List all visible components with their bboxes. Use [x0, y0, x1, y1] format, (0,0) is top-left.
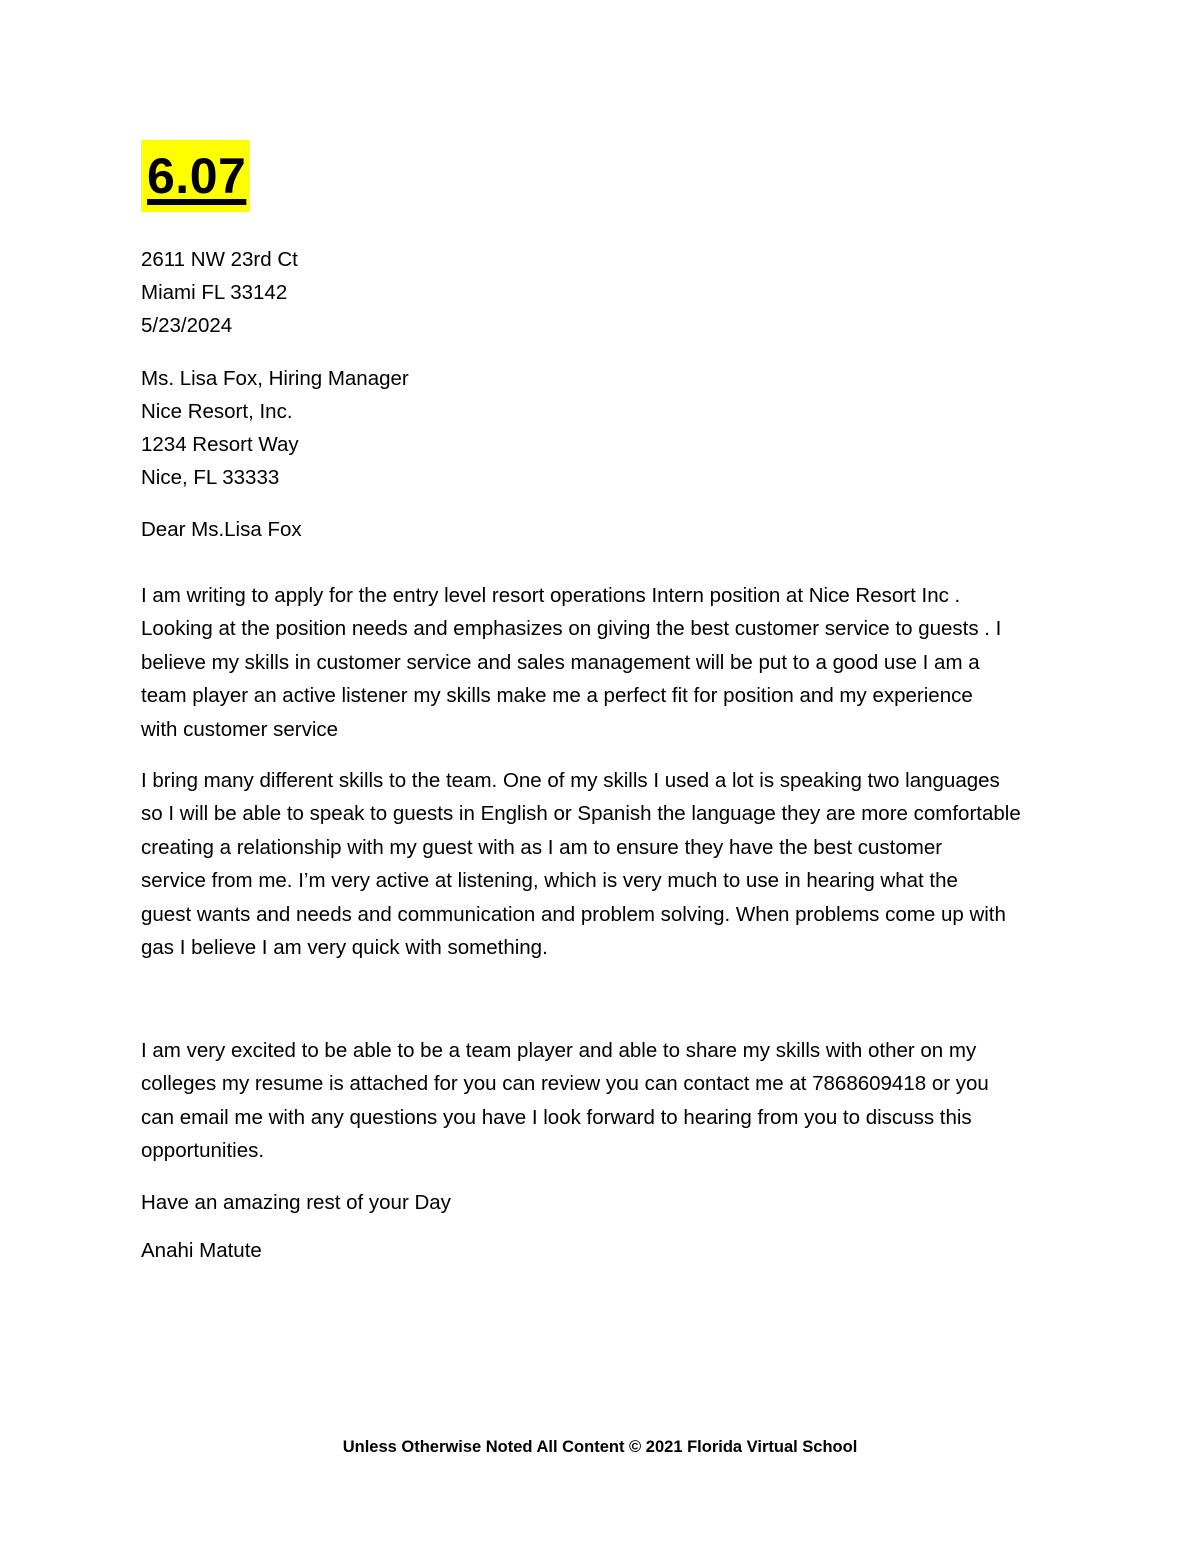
signature: [141, 1234, 1066, 1267]
paragraph-line: I bring many different skills to the team. One of my skills I used a lot is speaking two languages: [141, 769, 1000, 792]
salutation: [141, 513, 1066, 546]
paragraph-intro: [141, 579, 1066, 746]
paragraph-line: creating a relationship with my guest with as I am to ensure they have the best customer: [141, 835, 943, 859]
sender-street: 2611 NW 23rd Ct: [141, 248, 298, 271]
sender-address: [141, 243, 1066, 342]
recipient-name: Ms. Lisa Fox, Hiring Manager: [141, 367, 409, 390]
paragraph-line: I am writing to apply for the entry level resort operations Intern position at Nice Resort Inc .: [141, 584, 961, 607]
paragraph-line: can email me with any questions you have I look forward to hearing from you to discuss this: [141, 1105, 972, 1129]
recipient-address: [141, 362, 1066, 494]
copyright-footer: Unless Otherwise Noted All Content © 2021 Florida Virtual School: [342, 1438, 858, 1456]
paragraph-line: service from me. I’m very active at listening, which is very much to use in hearing what the: [141, 869, 958, 893]
closing-line: [141, 1186, 1066, 1219]
paragraph-line: Looking at the position needs and emphasizes on giving the best customer service to guests . I: [141, 617, 1002, 641]
paragraph-line: believe my skills in customer service and sales management will be put to a good use I am a: [141, 650, 980, 674]
letter-date: 5/23/2024: [141, 314, 233, 337]
paragraph-line: opportunities.: [141, 1139, 265, 1163]
paragraph-line: guest wants and needs and communication and problem solving. When problems come up with: [141, 902, 1006, 926]
paragraph-line: so I will be able to speak to guests in English or Spanish the language they are more comfortable: [141, 802, 1021, 826]
paragraph-line: gas I believe I am very quick with something.: [141, 936, 548, 960]
recipient-street: 1234 Resort Way: [141, 433, 299, 456]
salutation-text: Dear Ms.Lisa Fox: [141, 518, 302, 541]
recipient-company: Nice Resort, Inc.: [141, 400, 293, 423]
paragraph-line: I am very excited to be able to be a team player and able to share my skills with other on my: [141, 1039, 977, 1062]
paragraph-closing: [141, 1034, 1066, 1168]
paragraph-skills: [141, 764, 1066, 964]
sender-city: Miami FL 33142: [141, 281, 288, 304]
closing-text: Have an amazing rest of your Day: [141, 1191, 451, 1214]
paragraph-line: colleges my resume is attached for you can review you can contact me at 7868609418 or you: [141, 1072, 989, 1096]
signature-name: Anahi Matute: [141, 1239, 262, 1262]
paragraph-line: with customer service: [141, 717, 339, 741]
lesson-number-heading: 6.07: [141, 140, 250, 212]
recipient-city: Nice, FL 33333: [141, 466, 280, 489]
paragraph-line: team player an active listener my skills make me a perfect fit for position and my experience: [141, 684, 973, 708]
